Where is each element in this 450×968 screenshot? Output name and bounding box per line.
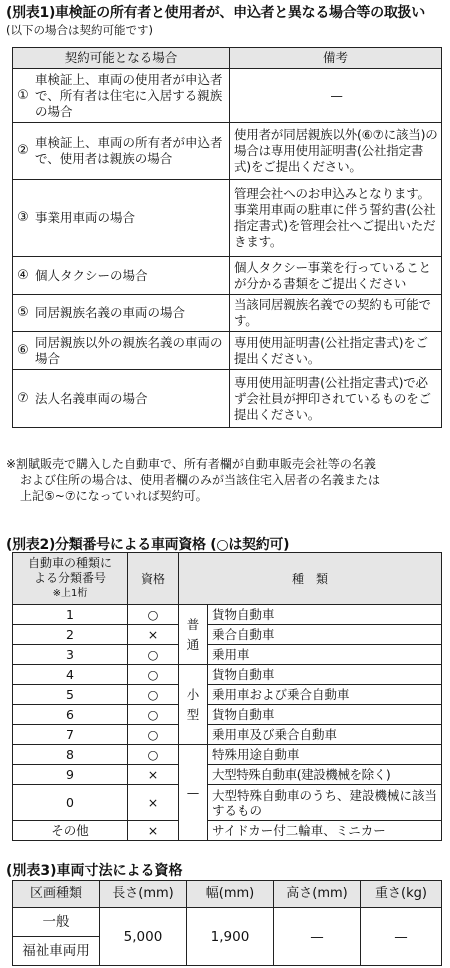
class-number: 0: [13, 785, 128, 821]
class-number: 9: [13, 765, 128, 785]
table-row: [13, 821, 442, 841]
section2-title: (別表2)分類番号による車両資格 (○は契約可): [6, 537, 290, 553]
column-header-kind: 種 類: [179, 553, 442, 605]
contract-conditions-table: [12, 47, 442, 428]
group-futsu: [179, 605, 208, 665]
row-number: ③: [13, 180, 34, 257]
case-text: 事業用車両の場合: [33, 180, 230, 257]
classification-table: [12, 552, 442, 841]
header-line: よる分類番号: [33, 571, 106, 585]
table-row: [13, 765, 442, 785]
class-number: その他: [13, 821, 128, 841]
vehicle-kind: 貨物自動車: [208, 665, 442, 685]
class-number: 3: [13, 645, 128, 665]
case-text: 車検証上、車両の所有者が申込者で、使用者は親族の場合: [33, 123, 230, 180]
vehicle-kind: 乗合自動車: [208, 625, 442, 645]
vehicle-kind: 乗用車及び乗合自動車: [208, 725, 442, 745]
vehicle-kind: 乗用車: [208, 645, 442, 665]
section1-title: (別表1)車検証の所有者と使用者が、申込者と異なる場合等の取扱い: [6, 5, 425, 21]
table-row: [13, 705, 442, 725]
group-other: —: [179, 745, 208, 841]
group-char: 普: [186, 616, 200, 632]
vehicle-kind: 大型特殊自動車(建設機械を除く): [208, 765, 442, 785]
qualification-mark: ×: [128, 625, 179, 645]
row-number: ⑦: [13, 370, 34, 428]
table-row: [13, 332, 442, 370]
class-number: 7: [13, 725, 128, 745]
qualification-mark: ○: [128, 685, 179, 705]
header-line: 自動車の種類に: [27, 556, 112, 570]
case-text: 車検証上、車両の使用者が申込者で、所有者は住宅に入居する親族の場合: [33, 69, 230, 123]
vehicle-kind: 大型特殊自動車のうち、建設機械に該当するもの: [208, 785, 442, 821]
note-text: 管理会社へのお申込みとなります。事業用車両の駐車に伴う誓約書(公社指定書式)を管理会社へご提出いただきます。: [230, 180, 442, 257]
class-number: 1: [13, 605, 128, 625]
footnote-line: ※割賦販売で購入した自動車で、所有者欄が自動車販売会社等の名義: [6, 457, 376, 471]
table-row: [13, 123, 442, 180]
table-row: [13, 785, 442, 821]
row-number: ①: [13, 69, 34, 123]
qualification-mark: ○: [128, 745, 179, 765]
qualification-mark: ○: [128, 705, 179, 725]
row-number: ⑤: [13, 295, 34, 332]
note-text: 専用使用証明書(公社指定書式)をご提出ください。: [230, 332, 442, 370]
group-kogata: [179, 665, 208, 745]
class-number: 8: [13, 745, 128, 765]
case-text: 法人名義車両の場合: [33, 370, 230, 428]
table-row: [13, 295, 442, 332]
vehicle-kind: 貨物自動車: [208, 605, 442, 625]
column-header-class: [13, 553, 128, 605]
length-value: 5,000: [100, 908, 187, 966]
table-row: [13, 645, 442, 665]
column-header-weight: 重さ(kg): [361, 881, 442, 908]
class-number: 2: [13, 625, 128, 645]
width-value: 1,900: [187, 908, 274, 966]
group-char: 通: [186, 636, 200, 652]
vehicle-kind: サイドカー付二輪車、ミニカー: [208, 821, 442, 841]
column-header-length: 長さ(mm): [100, 881, 187, 908]
column-header-type: 区画種類: [13, 881, 100, 908]
note-text: —: [230, 69, 442, 123]
section1-subtitle: (以下の場合は契約可能です): [6, 23, 153, 37]
table-row: [13, 745, 442, 765]
column-header-note: 備考: [230, 48, 442, 69]
section3-title: (別表3)車両寸法による資格: [6, 863, 183, 879]
row-number: ②: [13, 123, 34, 180]
case-text: 個人タクシーの場合: [33, 257, 230, 295]
column-header-height: 高さ(mm): [274, 881, 361, 908]
column-header-width: 幅(mm): [187, 881, 274, 908]
note-text: 使用者が同居親族以外(⑥⑦に該当)の場合は専用使用証明書(公社指定書式)をご提出ください。: [230, 123, 442, 180]
table-row: [13, 625, 442, 645]
qualification-mark: ○: [128, 645, 179, 665]
column-header-qualification: 資格: [128, 553, 179, 605]
qualification-mark: ○: [128, 725, 179, 745]
table-row: [13, 908, 442, 937]
type-welfare: 福祉車両用: [13, 937, 100, 966]
row-number: ⑥: [13, 332, 34, 370]
qualification-mark: ○: [128, 605, 179, 625]
footnote-line: 上記⑤~⑦になっていれば契約可。: [20, 489, 208, 503]
note-text: 専用使用証明書(公社指定書式)で必ず会社員が押印されているものをご提出ください。: [230, 370, 442, 428]
qualification-mark: ×: [128, 821, 179, 841]
vehicle-kind: 特殊用途自動車: [208, 745, 442, 765]
class-number: 4: [13, 665, 128, 685]
qualification-mark: ○: [128, 665, 179, 685]
table-row: [13, 69, 442, 123]
footnote: [6, 456, 446, 504]
height-value: —: [274, 908, 361, 966]
case-text: 同居親族名義の車両の場合: [33, 295, 230, 332]
qualification-mark: ×: [128, 765, 179, 785]
header-line: ※上1桁: [52, 588, 88, 599]
qualification-mark: ×: [128, 785, 179, 821]
group-char: 小: [186, 686, 200, 702]
table-row: [13, 605, 442, 625]
class-number: 5: [13, 685, 128, 705]
group-char: 型: [186, 706, 200, 722]
table-row: [13, 725, 442, 745]
table-row: [13, 685, 442, 705]
dimension-table: [12, 880, 442, 966]
table-row: [13, 665, 442, 685]
table-row: [13, 180, 442, 257]
weight-value: —: [361, 908, 442, 966]
vehicle-kind: 乗用車および乗合自動車: [208, 685, 442, 705]
case-text: 同居親族以外の親族名義の車両の場合: [33, 332, 230, 370]
row-number: ④: [13, 257, 34, 295]
table-row: [13, 370, 442, 428]
note-text: 個人タクシー事業を行っていることが分かる書類をご提出ください: [230, 257, 442, 295]
footnote-line: および住所の場合は、使用者欄のみが当該住宅入居者の名義または: [20, 473, 381, 487]
type-general: 一般: [13, 908, 100, 937]
vehicle-kind: 貨物自動車: [208, 705, 442, 725]
table-row: [13, 257, 442, 295]
column-header-case: 契約可能となる場合: [13, 48, 230, 69]
class-number: 6: [13, 705, 128, 725]
note-text: 当該同居親族名義での契約も可能です。: [230, 295, 442, 332]
